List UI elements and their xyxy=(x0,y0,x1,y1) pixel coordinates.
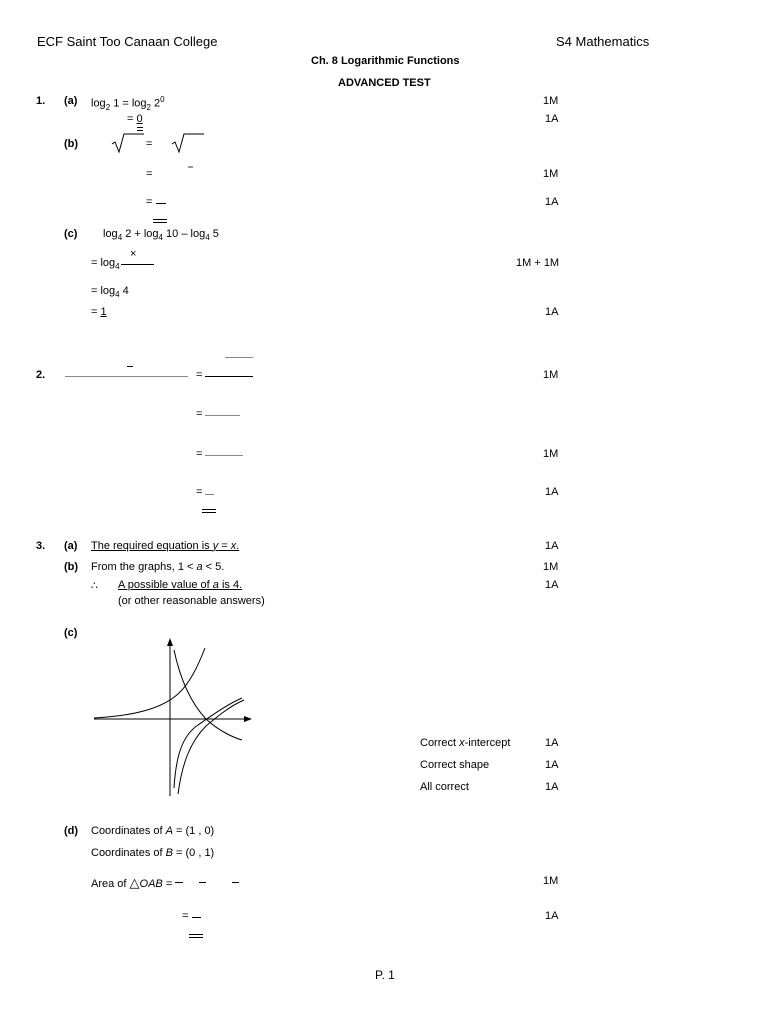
q3c-criterion-1: Correct x-intercept xyxy=(420,737,511,749)
q2-fraction-bar-4 xyxy=(205,494,214,495)
q2-fraction-bar-1 xyxy=(205,376,253,377)
q1c-line4: = 1 xyxy=(91,306,107,318)
q2-fraction-bar-3 xyxy=(205,455,243,456)
q1c-label: (c) xyxy=(64,228,78,240)
q2-left-fraction-bar xyxy=(65,376,188,377)
q3c-label: (c) xyxy=(64,627,78,639)
q3d-fraction-bar-3 xyxy=(232,882,239,883)
q1b-equals-3: = xyxy=(146,196,153,208)
q3d-double-underline xyxy=(189,934,203,938)
q1b-radicals xyxy=(110,130,210,170)
q1c-line2: = $\log_4$ xyxy=(91,257,120,272)
q1c-times-sign: × xyxy=(130,248,137,260)
q3c-criterion-3: All correct xyxy=(420,781,469,793)
q1-number: 1. xyxy=(36,95,46,107)
page-number: P. 1 xyxy=(375,968,395,982)
school-name: ECF Saint Too Canaan College xyxy=(37,34,218,49)
q3d-label: (d) xyxy=(64,825,79,837)
q3b-mark1: 1M xyxy=(543,561,559,573)
chapter-title: Ch. 8 Logarithmic Functions xyxy=(311,55,460,67)
q3d-fraction-bar-2 xyxy=(199,882,206,883)
q1a-mark2: 1A xyxy=(545,113,559,125)
q1a-label: (a) xyxy=(64,95,78,107)
q3c-criterion-1-mark: 1A xyxy=(545,737,559,749)
q1a-line1: $\log_2 1 = \log_2 2^0$ xyxy=(91,95,165,112)
q2-mark3: 1A xyxy=(545,486,559,498)
triangle-icon: △ xyxy=(129,875,140,890)
curve-exp-decreasing xyxy=(174,650,242,740)
q1c-mark-line4: 1A xyxy=(545,306,559,318)
q1a-mark1: 1M xyxy=(543,95,559,107)
q3a-mark: 1A xyxy=(545,540,559,552)
q3b-mark2: 1A xyxy=(545,579,559,591)
q2-fraction-bar-2 xyxy=(205,415,240,416)
q3a-label: (a) xyxy=(64,540,78,552)
therefore-icon: ∴ xyxy=(91,580,98,592)
q3d-fraction-bar-4 xyxy=(192,917,201,918)
q2-small-bar xyxy=(127,366,133,367)
q1c-mark-line2: 1M + 1M xyxy=(516,257,560,269)
q2-equals-2: = xyxy=(196,408,203,420)
q3b-line3: (or other reasonable answers) xyxy=(118,595,265,607)
q3d-line2: Coordinates of B = (0 , 1) xyxy=(91,847,215,859)
x-axis-arrow xyxy=(244,716,252,722)
q2-top-numerator-bar xyxy=(225,357,253,358)
q1c-fraction-bar xyxy=(121,264,154,265)
q3a-text: The required equation is y = x. xyxy=(91,540,240,552)
q3b-line2: A possible value of a is 4. xyxy=(118,579,243,591)
q1a-line2: = 0 xyxy=(127,113,143,125)
q3b-line1: From the graphs, 1 < a < 5. xyxy=(91,561,225,573)
q2-equals-3: = xyxy=(196,448,203,460)
q3d-mark2: 1A xyxy=(545,910,559,922)
q2-equals-4: = xyxy=(196,486,203,498)
curve-log-2 xyxy=(178,700,244,794)
q2-equals-1: = xyxy=(196,369,203,381)
q2-number: 2. xyxy=(36,369,46,381)
q1b-double-underline xyxy=(153,219,167,223)
q3d-line4: = xyxy=(182,910,189,922)
y-axis-arrow xyxy=(167,638,173,646)
q3d-line1: Coordinates of A = (1 , 0) xyxy=(91,825,215,837)
q3-number: 3. xyxy=(36,540,46,552)
q1b-label: (b) xyxy=(64,138,79,150)
q3d-mark1: 1M xyxy=(543,875,559,887)
q2-mark1: 1M xyxy=(543,369,559,381)
q1b-fraction-bar xyxy=(156,203,166,204)
q1c-line3: = $\log_4 4$ xyxy=(91,285,129,300)
test-title: ADVANCED TEST xyxy=(338,77,431,89)
q1b-mark1: 1M xyxy=(543,168,559,180)
q1b-mark2: 1A xyxy=(545,196,559,208)
subject-name: S4 Mathematics xyxy=(556,34,650,49)
q1b-equals-2: = xyxy=(146,168,153,180)
q3d-line3: Area of △OAB = xyxy=(91,875,173,890)
q3c-criterion-2-mark: 1A xyxy=(545,759,559,771)
q1c-line1: $\log_4 2 + \log_4 10 - \log_4 5$ xyxy=(103,228,219,243)
q2-mark2: 1M xyxy=(543,448,559,460)
curve-log-1 xyxy=(174,698,242,788)
q3c-criterion-3-mark: 1A xyxy=(545,781,559,793)
q2-double-underline xyxy=(202,509,216,513)
q3b-label: (b) xyxy=(64,561,79,573)
q3c-criterion-2: Correct shape xyxy=(420,759,490,771)
q3c-graph xyxy=(90,636,260,798)
q1b-equals: = xyxy=(146,138,153,150)
curve-exp-increasing xyxy=(94,648,205,718)
q3d-fraction-bar-1 xyxy=(175,882,183,883)
